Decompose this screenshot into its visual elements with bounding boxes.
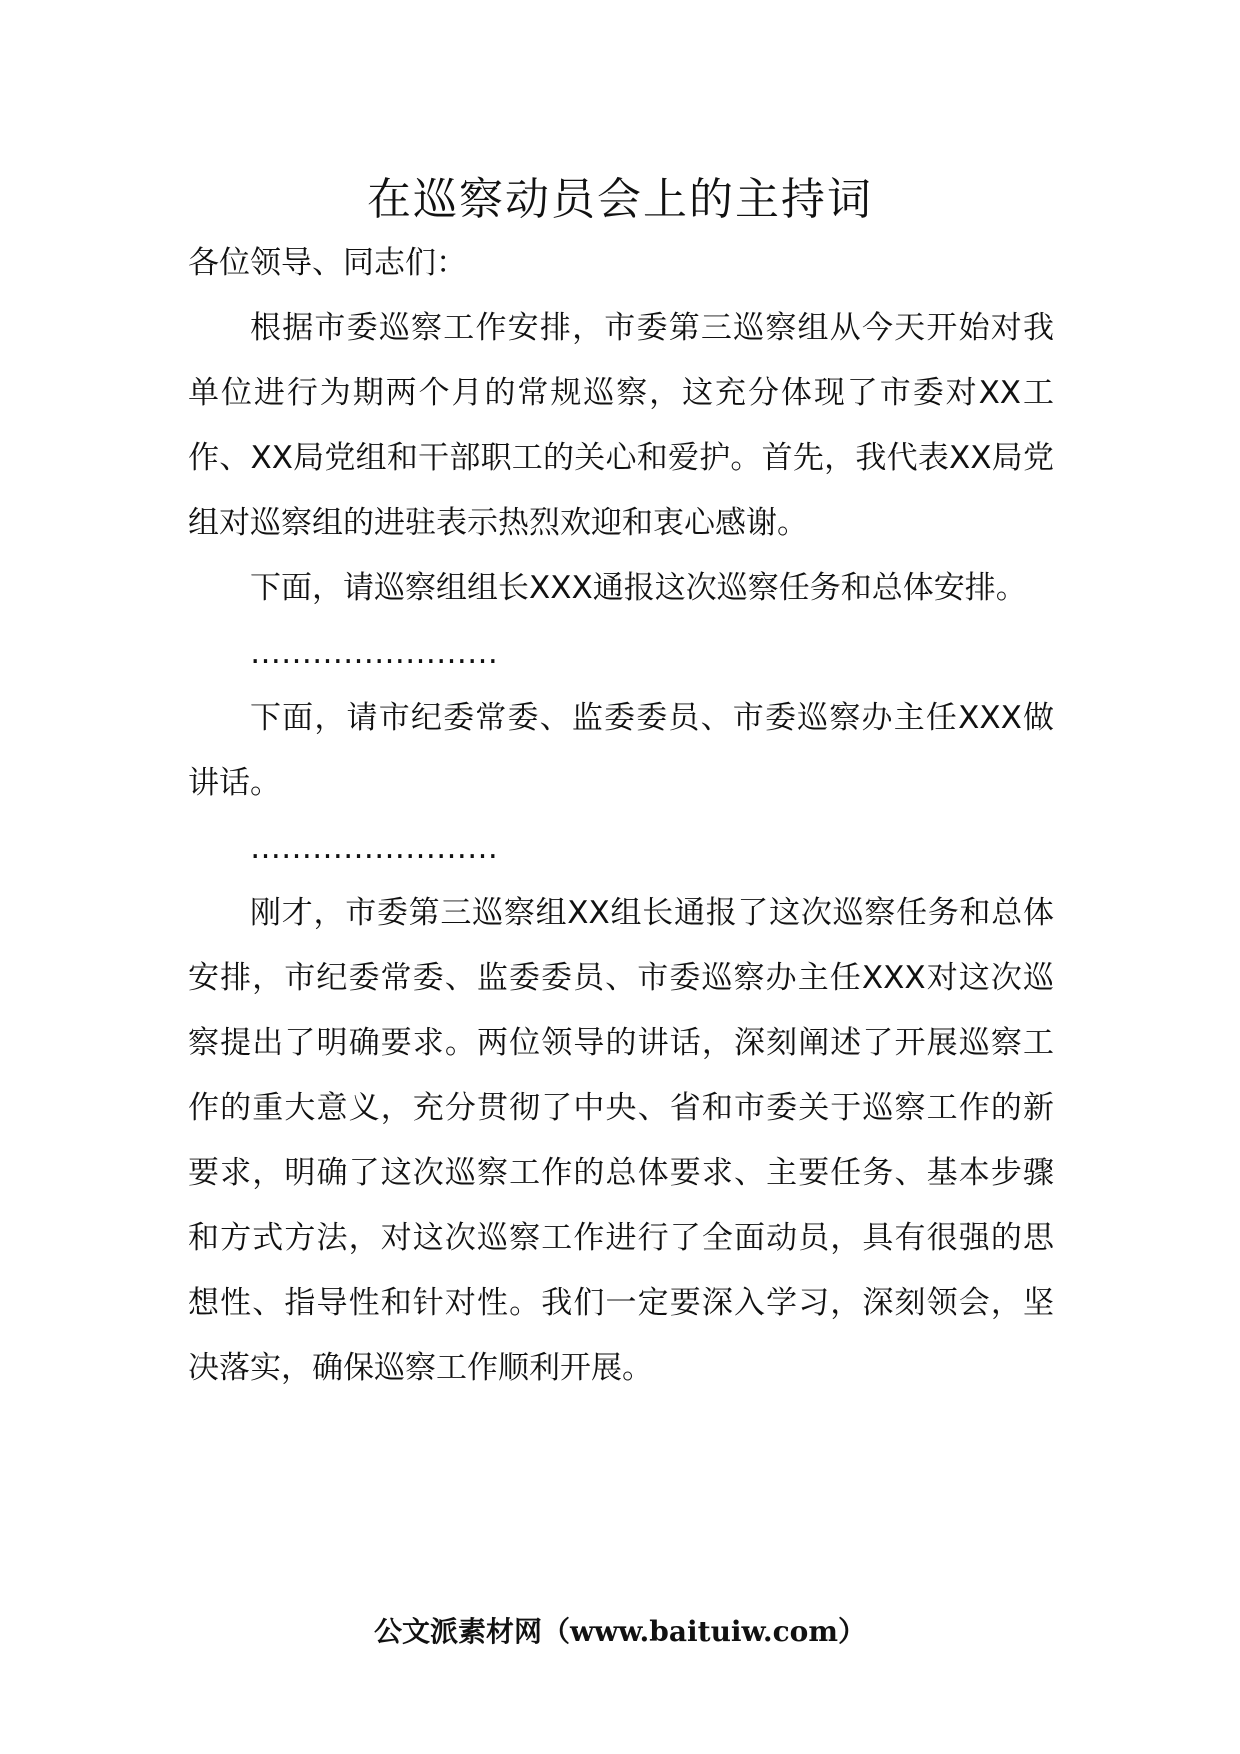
document-title: 在巡察动员会上的主持词 (367, 174, 873, 225)
footer-watermark: 公文派素材网（www.baituiw.com） (374, 1615, 866, 1648)
paragraph-opening: 根据市委巡察工作安排，市委第三巡察组从今天开始对我单位进行为期两个月的常规巡察，这充分体现了市委对XX工作、XX局党组和干部职工的关心和爱护。首先，我代表XX局党组对巡察组的进驻表示热烈欢迎和衷心感谢。 (188, 310, 1054, 541)
paragraph-summary: 刚才，市委第三巡察组XX组长通报了这次巡察任务和总体安排，市纪委常委、监委委员、市委巡察办主任XXX对这次巡察提出了明确要求。两位领导的讲话，深刻阐述了开展巡察工作的重大意义，充分贯彻了中央、省和市委关于巡察工作的新要求，明确了这次巡察工作的总体要求、主要任务、基本步骤和方式方法，对这次巡察工作进行了全面动员，具有很强的思想性、指导性和针对性。我们一定要深入学习，深刻领会，坚决落实，确保巡察工作顺利开展。 (188, 895, 1054, 1386)
salutation: 各位领导、同志们： (188, 245, 467, 281)
paragraph-first-speaker-intro: 下面，请巡察组组长XXX通报这次巡察任务和总体安排。 (250, 570, 1027, 606)
document-body (188, 231, 1054, 1401)
ellipsis-separator: …………………… (250, 635, 498, 671)
ellipsis-separator: …………………… (250, 830, 498, 866)
paragraph-second-speaker-intro: 下面，请市纪委常委、监委委员、市委巡察办主任XXX做讲话。 (188, 700, 1054, 801)
